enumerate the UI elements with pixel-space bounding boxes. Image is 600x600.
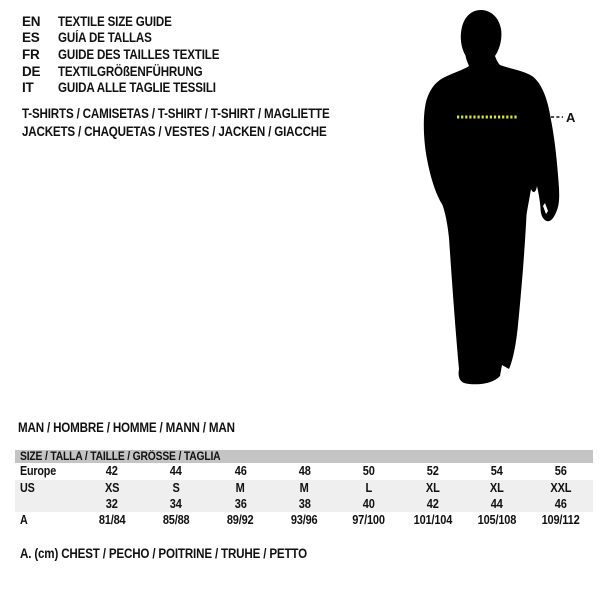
size-cell: 46	[234, 464, 247, 478]
size-cell: 34	[170, 496, 183, 511]
size-cell: 97/100	[352, 513, 385, 527]
size-cell: 42	[106, 464, 119, 478]
size-cell: 89/92	[226, 513, 254, 527]
language-label: GUIDA ALLE TAGLIE TESSILI	[58, 80, 216, 96]
size-cell: 38	[298, 496, 311, 511]
category-tshirts: T-SHIRTS / CAMISETAS / T-SHIRT / T-SHIRT / MAGLIETTE	[22, 105, 330, 121]
size-cell: M	[299, 480, 309, 495]
language-label: TEXTILE SIZE GUIDE	[58, 13, 172, 29]
category-titles	[22, 104, 380, 141]
size-cell: M	[235, 480, 245, 495]
size-cell: S	[172, 480, 180, 495]
table-header: SIZE / TALLA / TAILLE / GRÖSSE / TAGLIA	[15, 450, 593, 463]
measure-label-a: A	[566, 110, 576, 125]
size-cell: 101/104	[413, 513, 452, 527]
size-cell: XS	[104, 480, 120, 495]
size-cell: 93/96	[291, 513, 318, 527]
size-cell: 109/112	[541, 513, 580, 527]
row-label: Europe	[20, 464, 57, 478]
size-cell: 56	[554, 464, 567, 478]
language-code: ES	[22, 30, 40, 46]
size-cell: 52	[426, 464, 439, 478]
language-row	[22, 79, 246, 96]
size-cell: XL	[489, 480, 504, 495]
size-cell: 48	[298, 464, 311, 478]
section-title-man: MAN / HOMBRE / HOMME / MANN / MAN	[18, 420, 235, 435]
size-cell: 46	[554, 496, 567, 511]
language-row	[22, 30, 246, 47]
category-jackets: JACKETS / CHAQUETAS / VESTES / JACKEN / GIACCHE	[22, 124, 327, 140]
language-row	[22, 46, 246, 63]
size-cell: 40	[362, 496, 375, 511]
size-cell: XXL	[550, 480, 572, 495]
size-cell: 54	[490, 464, 503, 478]
size-cell: 44	[170, 464, 183, 478]
language-label: GUÍA DE TALLAS	[58, 30, 152, 46]
row-label: A	[20, 513, 28, 527]
language-code: IT	[22, 80, 34, 96]
language-code: EN	[22, 13, 41, 29]
language-label: GUIDE DES TAILLES TEXTILE	[58, 46, 220, 62]
man-silhouette	[424, 10, 559, 384]
size-cell: XL	[425, 480, 440, 495]
size-cell: 81/84	[98, 513, 126, 527]
row-label: US	[20, 480, 35, 495]
measurement-footnote: A. (cm) CHEST / PECHO / POITRINE / TRUHE / PETTO	[20, 546, 307, 561]
language-row	[22, 13, 246, 30]
size-cell: 85/88	[162, 513, 190, 527]
size-cell: 42	[426, 496, 439, 511]
table-row-us-numeric	[15, 496, 593, 512]
size-cell: 105/108	[477, 513, 517, 527]
size-cell: 36	[234, 496, 247, 511]
table-row-chest-cm	[15, 512, 593, 529]
table-row-europe	[15, 463, 593, 480]
size-cell: 32	[106, 496, 119, 511]
man-silhouette-figure	[405, 5, 580, 390]
table-row-us	[15, 480, 593, 496]
language-label: TEXTILGRÖßENFÜHRUNG	[58, 63, 203, 79]
size-cell: 44	[490, 496, 503, 511]
size-cell: L	[365, 480, 372, 495]
language-code: FR	[22, 46, 40, 62]
size-cell: 50	[362, 464, 375, 478]
language-code: DE	[22, 63, 41, 79]
language-list	[22, 13, 246, 96]
language-row	[22, 63, 246, 80]
size-table	[15, 450, 593, 529]
row-label	[15, 497, 80, 511]
